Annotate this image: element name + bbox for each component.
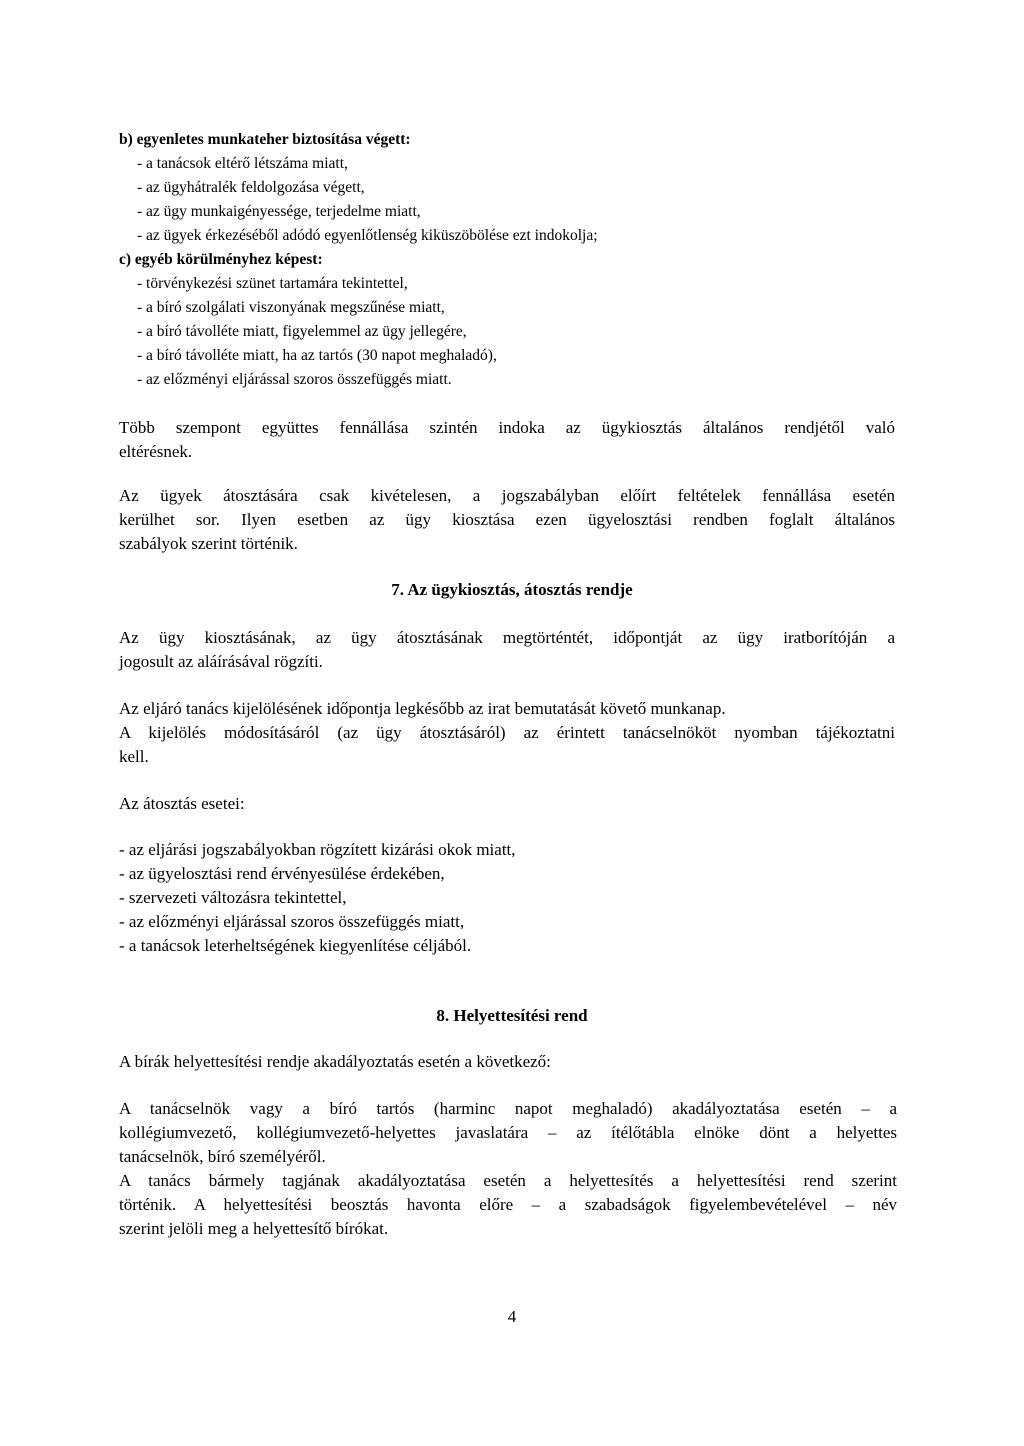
paragraph-line: Több szempont együttes fennállása szintén indoka az ügykiosztás általános rendjétől való (119, 418, 895, 437)
paragraph-line: szerint jelöli meg a helyettesítő bírókat. (119, 1219, 389, 1238)
list-item: - az előzményi eljárással szoros összefüggés miatt. (137, 371, 452, 388)
list-item: - a tanácsok leterheltségének kiegyenlítése céljából. (119, 936, 472, 955)
paragraph-line: Az eljáró tanács kijelölésének időpontja legkésőbb az irat bemutatását követő munkanap. (119, 699, 726, 718)
paragraph-line: kell. (119, 747, 149, 766)
list-item: - a bíró távolléte miatt, figyelemmel az ügy jellegére, (137, 323, 467, 340)
paragraph-line: jogosult az aláírásával rögzíti. (119, 652, 323, 671)
paragraph-line: eltérésnek. (119, 442, 193, 461)
list-item: - az eljárási jogszabályokban rögzített kizárási okok miatt, (119, 840, 516, 859)
page-number: 4 (507, 1307, 517, 1326)
list-item: - törvénykezési szünet tartamára tekintettel, (137, 275, 408, 292)
paragraph-line: történik. A helyettesítési beosztás havonta előre – a szabadságok figyelembevételével – név (119, 1195, 897, 1214)
list-item: - a bíró szolgálati viszonyának megszűnése miatt, (137, 299, 445, 316)
list-item: - szervezeti változásra tekintettel, (119, 888, 347, 907)
list-item: - az ügyhátralék feldolgozása végett, (137, 179, 365, 196)
paragraph-line: A tanács bármely tagjának akadályoztatása esetén a helyettesítés a helyettesítési rend szerint (119, 1171, 897, 1190)
paragraph-line: kollégiumvezető, kollégiumvezető-helyettes javaslatára – az ítélőtábla elnöke dönt a helyettes (119, 1123, 897, 1142)
paragraph-line: kerülhet sor. Ilyen esetben az ügy kiosztása ezen ügyelosztási rendben foglalt általános (119, 510, 895, 529)
paragraph-line: tanácselnök, bíró személyéről. (119, 1147, 326, 1166)
cases-label: Az átosztás esetei: (119, 794, 245, 813)
paragraph-line: A bírák helyettesítési rendje akadályoztatás esetén a következő: (119, 1052, 551, 1071)
list-item: - a bíró távolléte miatt, ha az tartós (30 napot meghaladó), (137, 347, 497, 364)
paragraph-line: szabályok szerint történik. (119, 534, 298, 553)
list-item: - az ügyek érkezéséből adódó egyenlőtlenség kiküszöbölése ezt indokolja; (137, 227, 598, 244)
paragraph-line: A tanácselnök vagy a bíró tartós (harminc napot meghaladó) akadályoztatása esetén – a (119, 1099, 897, 1118)
section-c-heading: c) egyéb körülményhez képest: (119, 251, 323, 268)
section-b-heading: b) egyenletes munkateher biztosítása végett: (119, 131, 411, 148)
section-8-heading: 8. Helyettesítési rend (436, 1006, 588, 1025)
paragraph-line: Az ügy kiosztásának, az ügy átosztásának megtörténtét, időpontját az ügy iratborítóján a (119, 628, 895, 647)
list-item: - az ügy munkaigényessége, terjedelme miatt, (137, 203, 421, 220)
paragraph-line: Az ügyek átosztására csak kivételesen, a jogszabályban előírt feltételek fennállása esetén (119, 486, 895, 505)
list-item: - az ügyelosztási rend érvényesülése érdekében, (119, 864, 445, 883)
list-item: - az előzményi eljárással szoros összefüggés miatt, (119, 912, 465, 931)
paragraph-line: A kijelölés módosításáról (az ügy átosztásáról) az érintett tanácselnököt nyomban tájékoztatni (119, 723, 895, 742)
list-item: - a tanácsok eltérő létszáma miatt, (137, 155, 348, 172)
section-7-heading: 7. Az ügykiosztás, átosztás rendje (391, 580, 633, 599)
